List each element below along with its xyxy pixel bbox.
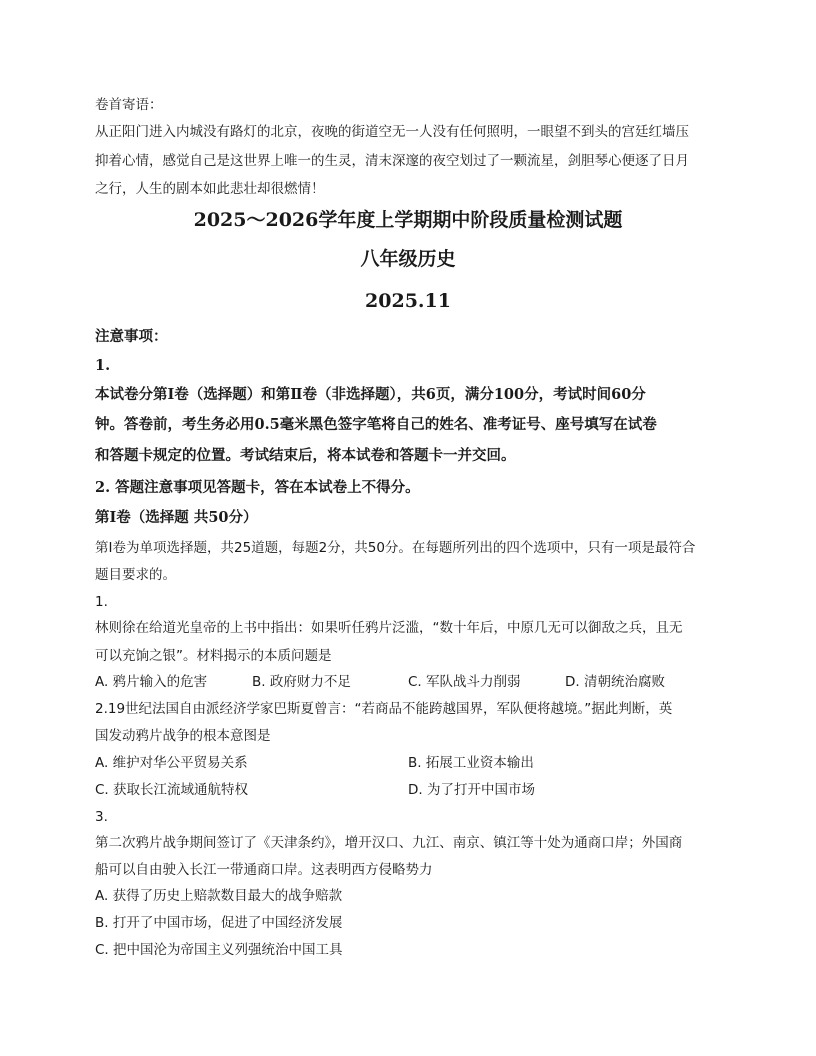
question-3-option-b: B. 打开了中国市场，促进了中国经济发展 [95, 915, 343, 931]
section-intro-line: 题目要求的。 [95, 567, 176, 583]
preface-line: 之行，人生的剧本如此悲壮却很燃情！ [95, 181, 325, 197]
question-2-option-d: D. 为了打开中国市场 [408, 782, 535, 798]
question-1-stem-line: 可以充饷之银”。材料揭示的本质问题是 [95, 648, 332, 664]
question-2-stem-line: 国发动鸦片战争的根本意图是 [95, 728, 271, 744]
question-3-stem-line: 船可以自由驶入长江一带通商口岸。这表明西方侵略势力 [95, 862, 433, 878]
question-3-number: 3. [95, 809, 108, 825]
notes-item-1-line: 本试卷分第Ⅰ卷（选择题）和第Ⅱ卷（非选择题），共6页，满分100分，考试时间60分 [95, 386, 646, 403]
section-heading: 第Ⅰ卷（选择题 共50分） [95, 509, 258, 526]
question-3-option-a: A. 获得了历史上赔款数目最大的战争赔款 [95, 888, 343, 904]
question-1-option-d: D. 清朝统治腐败 [565, 674, 665, 690]
notes-item-1-line: 钟。答卷前，考生务必用0.5毫米黑色签字笔将自己的姓名、准考证号、座号填写在试卷 [95, 416, 657, 433]
notes-heading: 注意事项： [95, 328, 168, 345]
question-3-stem-line: 第二次鸦片战争期间签订了《天津条约》，增开汉口、九江、南京、镇江等十处为通商口岸；外国商 [95, 835, 683, 851]
question-2-option-c: C. 获取长江流域通航特权 [95, 782, 249, 798]
question-1-option-c: C. 军队战斗力削弱 [408, 674, 521, 690]
question-1-number: 1. [95, 594, 108, 610]
question-1-stem-line: 林则徐在给道光皇帝的上书中指出：如果听任鸦片泛滥，“数十年后，中原几无可以御敌之兵，且无 [95, 620, 683, 636]
question-1-option-a: A. 鸦片输入的危害 [95, 674, 208, 690]
question-3-option-c: C. 把中国沦为帝国主义列强统治中国工具 [95, 942, 343, 958]
preface-line: 抑着心情，感觉自己是这世界上唯一的生灵，清末深邃的夜空划过了一颗流星，剑胆琴心便逐了日月 [95, 153, 689, 169]
question-2-option-a: A. 维护对华公平贸易关系 [95, 755, 248, 771]
exam-date: 2025.11 [365, 290, 451, 312]
question-1-option-b: B. 政府财力不足 [252, 674, 351, 690]
question-2-stem-line: 2.19世纪法国自由派经济学家巴斯夏曾言：“若商品不能跨越国界，军队便将越境。”据此判断，英 [95, 701, 673, 717]
notes-item-2: 2. 答题注意事项见答题卡，答在本试卷上不得分。 [95, 479, 420, 496]
question-2-option-b: B. 拓展工业资本输出 [408, 755, 534, 771]
exam-subject: 八年级历史 [360, 248, 456, 270]
notes-item-number: 1. [95, 357, 111, 374]
section-intro-line: 第Ⅰ卷为单项选择题，共25道题，每题2分，共50分。在每题所列出的四个选项中，只有一项是最符合 [95, 540, 696, 556]
preface-line: 从正阳门进入内城没有路灯的北京，夜晚的街道空无一人没有任何照明，一眼望不到头的宫廷红墙压 [95, 124, 689, 140]
notes-item-1-line: 和答题卡规定的位置。考试结束后，将本试卷和答题卡一并交回。 [95, 447, 516, 464]
preface-heading: 卷首寄语： [95, 97, 163, 113]
exam-title: 2025～2026学年度上学期期中阶段质量检测试题 [193, 209, 623, 231]
